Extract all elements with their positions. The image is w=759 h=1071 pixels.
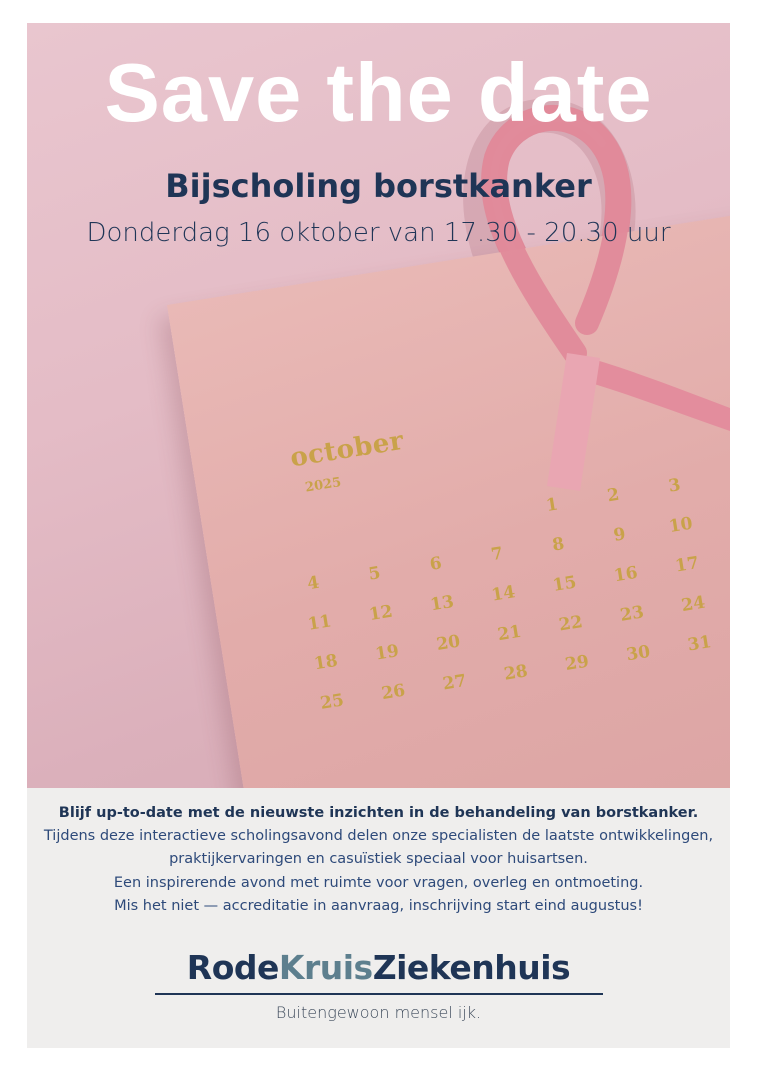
description-line: Tijdens deze interactieve scholingsavond delen onze specialisten de laatste ontwikkelingen, [43,828,714,844]
calendar-day: 4 [305,572,321,595]
calendar-day: 15 [551,572,578,596]
calendar-day: 10 [667,513,695,538]
tagline: Buitengewoon mensel ijk. [275,1003,482,1022]
calendar-day: 19 [373,641,401,665]
calendar-day: 25 [318,690,346,714]
calendar-day: 5 [367,563,383,585]
hospital-logo [27,948,730,987]
calendar-day: 11 [306,611,333,635]
calendar-day: 28 [502,661,530,685]
logo-word-ziekenhuis: Ziekenhuis [372,948,571,987]
logo-word-rode: Rode [186,948,279,987]
calendar-day: 17 [673,553,701,577]
calendar-day: 16 [612,562,640,587]
calendar-day: 22 [557,612,585,636]
calendar-day: 20 [435,631,462,655]
calendar-day: 6 [428,553,444,575]
calendar-day: 9 [612,524,627,546]
event-title: Bijscholing borstkanker [165,167,592,205]
calendar-year: 2025 [304,475,343,496]
calendar-day: 7 [489,543,505,566]
logo-underline [155,993,603,995]
calendar-day: 1 [544,494,560,517]
calendar-day: 26 [380,680,407,705]
hero-photo [27,23,730,788]
calendar-day: 23 [618,602,646,626]
description-line: praktijkervaringen en casuïstiek speciaal voor huisartsen. [169,851,588,867]
logo-word-kruis: Kruis [278,948,373,987]
description-lead: Blijf up-to-date met de nieuwste inzichten in de behandeling van borstkanker. [58,805,699,821]
calendar-day: 21 [496,621,523,646]
calendar-day: 18 [312,650,340,675]
calendar-day: 12 [367,601,395,626]
description-line: Een inspirerende avond met ruimte voor vragen, overleg en ontmoeting. [113,875,644,891]
calendar-day: 31 [686,632,713,656]
event-datetime: Donderdag 16 oktober van 17.30 - 20.30 uur [86,218,671,248]
description-line: Mis het niet — accreditatie in aanvraag, inschrijving start eind augustus! [114,898,643,914]
calendar-day: 14 [490,582,517,606]
calendar-month: october [288,425,406,474]
calendar-day: 29 [563,651,591,675]
calendar-day: 30 [625,641,652,666]
calendar-day: 8 [550,533,566,556]
description-section [27,788,730,1048]
calendar-day: 27 [441,670,468,695]
calendar-day: 13 [428,591,456,616]
headline: Save the date [104,46,653,139]
calendar-day: 3 [667,475,682,497]
calendar-day: 24 [680,592,707,617]
poster [27,23,730,1048]
calendar-day: 2 [605,484,621,507]
